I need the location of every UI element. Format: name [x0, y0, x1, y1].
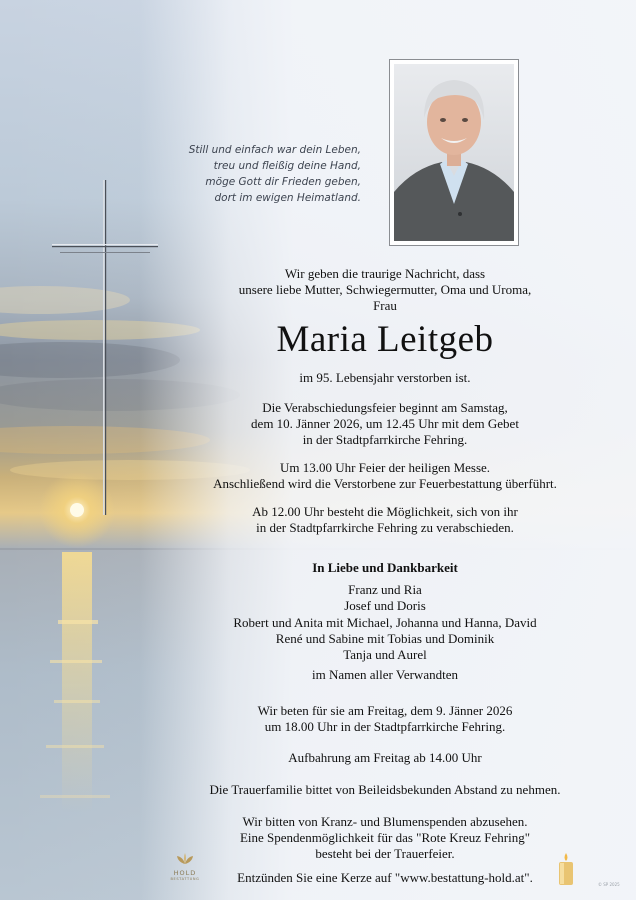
mourners-heading: In Liebe und Dankbarkeit [312, 560, 458, 575]
deceased-name: Maria Leitgeb [276, 319, 494, 360]
age-line [200, 370, 570, 386]
mourner-line: Tanja und Aurel [343, 647, 427, 663]
ceremony-line: in der Stadtpfarrkirche Fehring. [302, 432, 468, 448]
viewing-line: Aufbahrung am Freitag ab 14.00 Uhr [288, 750, 482, 765]
viewing-text [200, 750, 570, 766]
poem-line: möge Gott dir Frieden geben, [205, 176, 361, 188]
condolence-text [200, 782, 570, 798]
logo-name: HOLD [173, 869, 197, 877]
donations-line: Wir bitten von Kranz- und Blumenspenden abzusehen. [242, 814, 528, 829]
mourners-block [200, 560, 570, 683]
mass-line: Um 13.00 Uhr Feier der heiligen Messe. [279, 460, 491, 475]
intro-text [200, 266, 570, 315]
donations-line: besteht bei der Trauerfeier. [315, 846, 455, 862]
poem [131, 142, 361, 206]
farewell-line: Ab 12.00 Uhr besteht die Möglichkeit, sich von ihr [252, 504, 518, 519]
ceremony-line: dem 10. Jänner 2026, um 12.45 Uhr mit dem Gebet [251, 416, 519, 432]
leaf-icon [175, 853, 195, 865]
mourner-line: Franz und Ria [348, 582, 422, 598]
relatives-line: im Namen aller Verwandten [312, 667, 458, 683]
hold-logo [160, 852, 210, 881]
farewell-text [200, 504, 570, 536]
mourner-line: René und Sabine mit Tobias und Dominik [275, 630, 495, 646]
mourner-line: Robert und Anita mit Michael, Johanna und Hanna, David [233, 614, 537, 630]
candle-note-text [200, 870, 570, 886]
donations-text [200, 814, 570, 863]
mourner-line: Josef und Doris [344, 598, 426, 614]
copyright-text: © SP 2025 [598, 882, 620, 887]
age-text: im 95. Lebensjahr verstorben ist. [299, 370, 471, 385]
ceremony-text [200, 400, 570, 449]
condolence-line: Die Trauerfamilie bittet von Beileidsbekunden Abstand zu nehmen. [209, 782, 561, 797]
portrait-photo [389, 59, 519, 246]
mass-text [200, 460, 570, 492]
mass-line: Anschließend wird die Verstorbene zur Feuerbestattung überführt. [213, 476, 557, 492]
donations-line: Eine Spendenmöglichkeit für das "Rote Kreuz Fehring" [239, 830, 531, 846]
prayer-line: Wir beten für sie am Freitag, dem 9. Jänner 2026 [257, 703, 513, 718]
farewell-line: in der Stadtpfarrkirche Fehring zu verabschieden. [256, 520, 514, 536]
intro-line: unsere liebe Mutter, Schwiegermutter, Oma und Uroma, [238, 282, 532, 298]
intro-line: Wir geben die traurige Nachricht, dass [284, 266, 486, 281]
logo-subtitle: BESTATTUNG [170, 877, 200, 881]
poem-line: treu und fleißig deine Hand, [213, 160, 361, 172]
poem-line: dort im ewigen Heimatland. [214, 192, 361, 204]
candle-note-line: Entzünden Sie eine Kerze auf "www.bestattung-hold.at". [237, 870, 533, 885]
intro-line: Frau [373, 298, 397, 314]
ceremony-line: Die Verabschiedungsfeier beginnt am Samstag, [262, 400, 508, 415]
candle-icon[interactable] [556, 852, 576, 886]
poem-line: Still und einfach war dein Leben, [188, 144, 361, 156]
prayer-text [200, 703, 570, 735]
prayer-line: um 18.00 Uhr in der Stadtpfarrkirche Fehring. [264, 719, 506, 735]
